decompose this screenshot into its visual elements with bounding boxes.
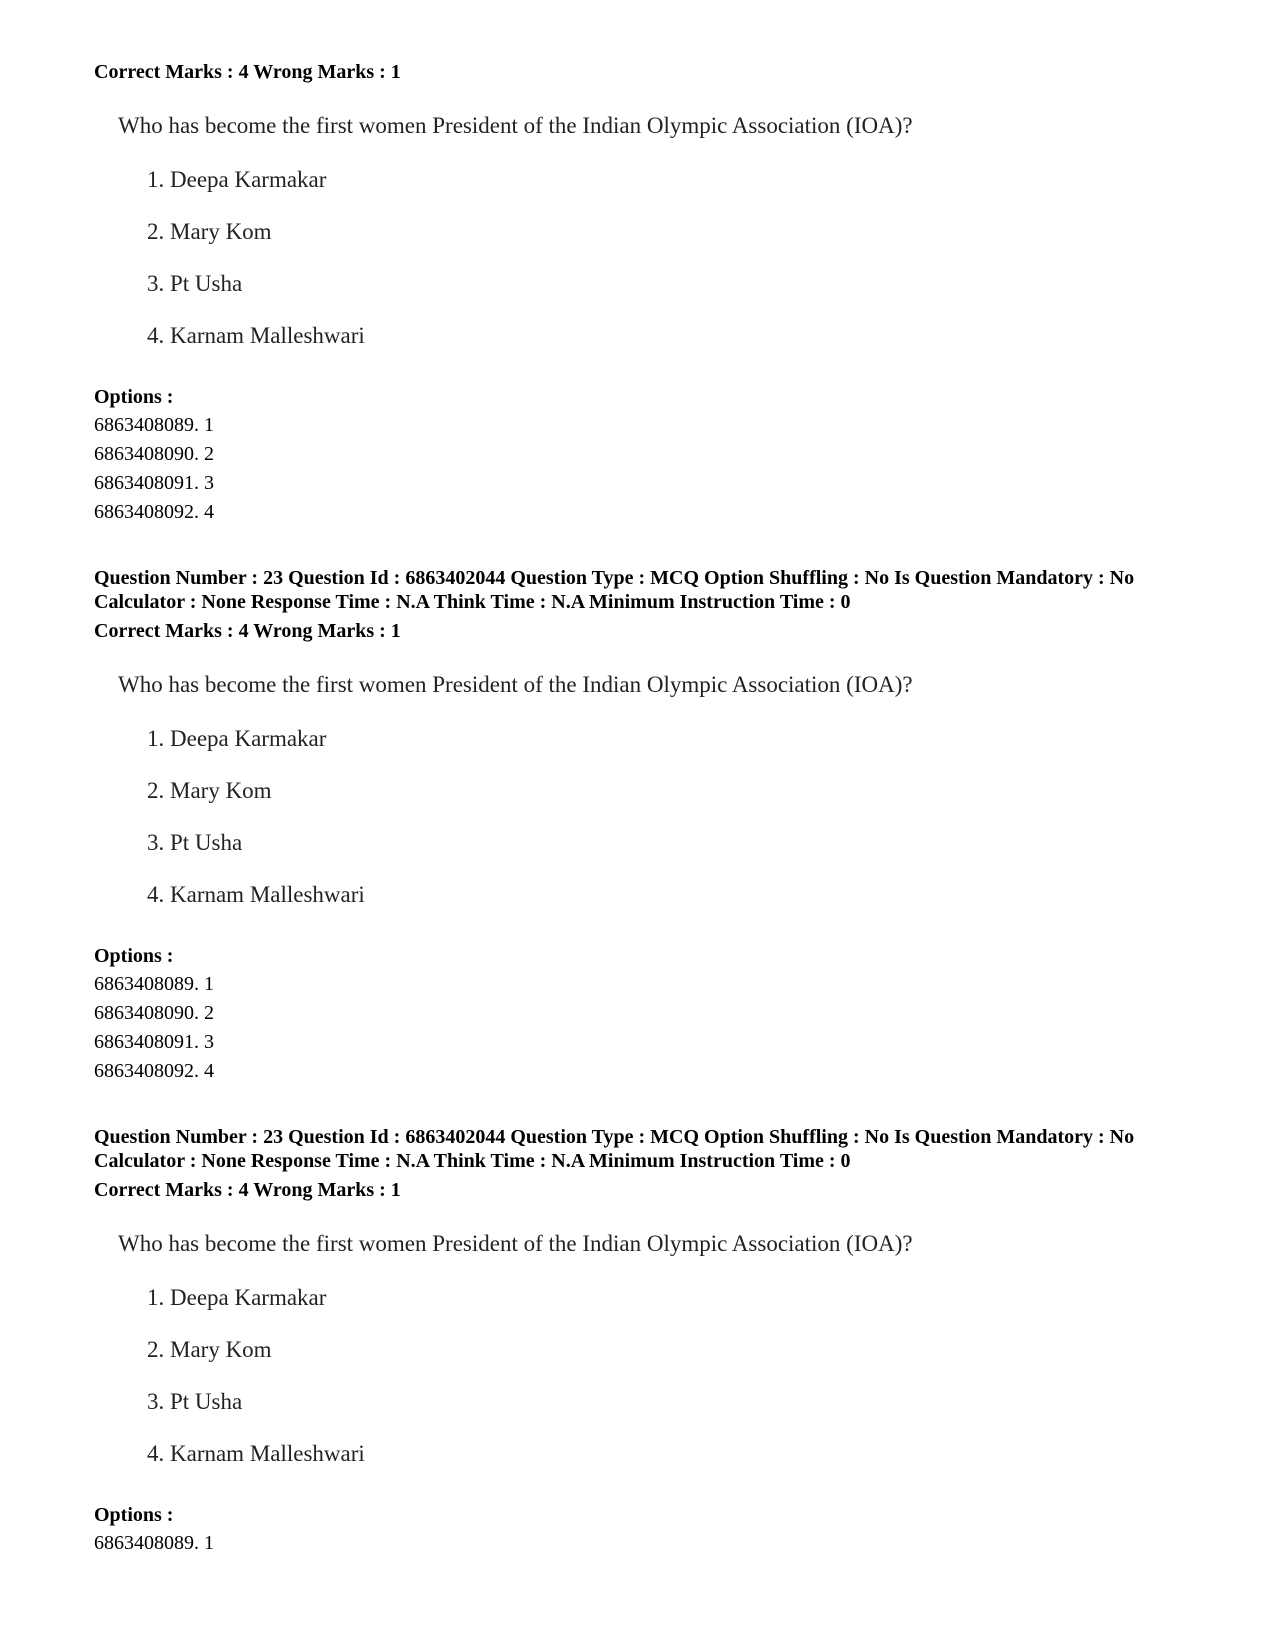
choice-item: 2. Mary Kom <box>147 1337 272 1362</box>
question-header: Question Number : 23 Question Id : 6863402044 Question Type : MCQ Option Shuffling : No Is Question Mandatory : No Calculator : None Response Time : N.A Think Time : N.A Minimum Instruction Time : 0 <box>94 567 1135 613</box>
question-header: Question Number : 23 Question Id : 6863402044 Question Type : MCQ Option Shuffling : No Is Question Mandatory : No Calculator : None Response Time : N.A Think Time : N.A Minimum Instruction Time : 0 <box>94 1126 1135 1172</box>
choice-item: 1. Deepa Karmakar <box>147 726 327 751</box>
options-label: Options : <box>94 386 174 408</box>
marks-line: Correct Marks : 4 Wrong Marks : 1 <box>94 620 401 642</box>
choice-item: 2. Mary Kom <box>147 219 272 244</box>
option-id: 6863408089. 1 <box>94 414 214 436</box>
choice-item: 4. Karnam Malleshwari <box>147 882 365 907</box>
options-label: Options : <box>94 1504 174 1526</box>
option-id: 6863408089. 1 <box>94 1532 214 1554</box>
option-id: 6863408092. 4 <box>94 1060 214 1082</box>
option-id: 6863408090. 2 <box>94 1002 214 1024</box>
choice-item: 1. Deepa Karmakar <box>147 1285 327 1310</box>
choice-item: 1. Deepa Karmakar <box>147 167 327 192</box>
option-id: 6863408091. 3 <box>94 1031 214 1053</box>
choice-item: 3. Pt Usha <box>147 1389 243 1414</box>
choice-item: 3. Pt Usha <box>147 271 243 296</box>
choice-item: 3. Pt Usha <box>147 830 243 855</box>
question-text: Who has become the first women President of the Indian Olympic Association (IOA)? <box>118 1231 913 1256</box>
options-label: Options : <box>94 945 174 967</box>
option-id: 6863408091. 3 <box>94 472 214 494</box>
question-text: Who has become the first women President of the Indian Olympic Association (IOA)? <box>118 672 913 697</box>
option-id: 6863408092. 4 <box>94 501 214 523</box>
option-id: 6863408089. 1 <box>94 973 214 995</box>
choice-item: 2. Mary Kom <box>147 778 272 803</box>
marks-line: Correct Marks : 4 Wrong Marks : 1 <box>94 1179 401 1201</box>
choice-item: 4. Karnam Malleshwari <box>147 1441 365 1466</box>
question-text: Who has become the first women President of the Indian Olympic Association (IOA)? <box>118 113 913 138</box>
option-id: 6863408090. 2 <box>94 443 214 465</box>
marks-line: Correct Marks : 4 Wrong Marks : 1 <box>94 61 401 83</box>
choice-item: 4. Karnam Malleshwari <box>147 323 365 348</box>
